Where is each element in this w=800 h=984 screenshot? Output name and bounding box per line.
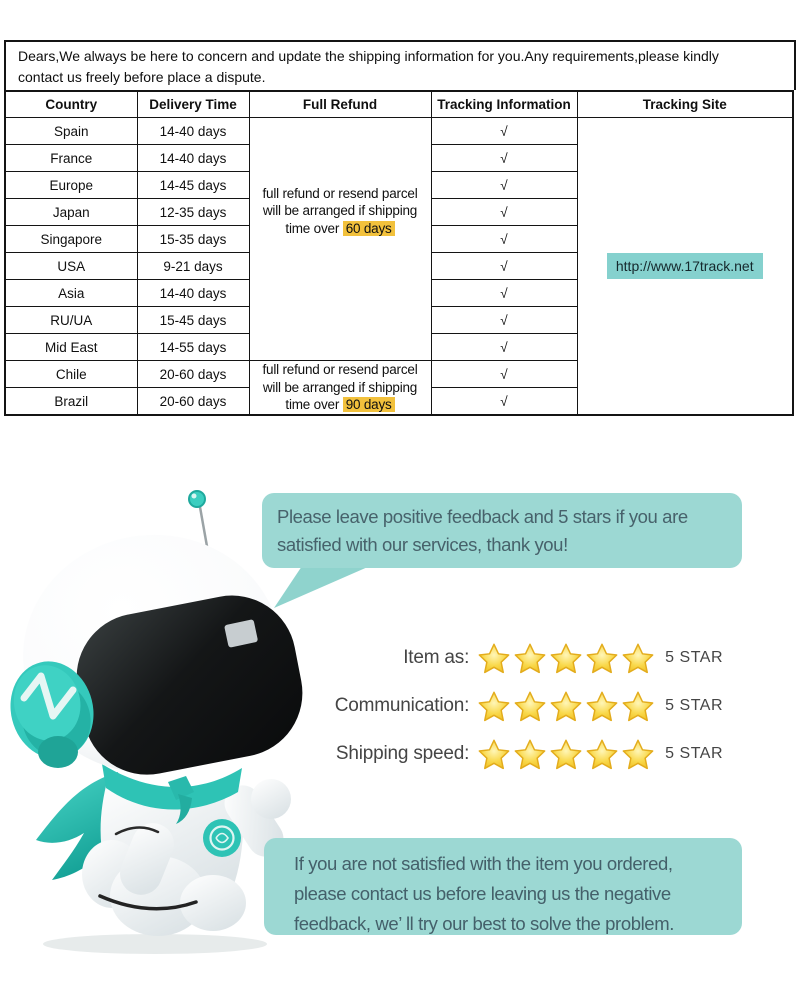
country-cell: Chile xyxy=(5,361,137,388)
delivery-cell: 14-40 days xyxy=(137,145,249,172)
delivery-cell: 20-60 days xyxy=(137,361,249,388)
col-header-tracking-information: Tracking Information xyxy=(431,91,577,118)
rating-value: 5 STAR xyxy=(665,649,723,666)
refund-line2: will be arranged if shipping xyxy=(262,203,418,219)
rating-label: Item as: xyxy=(403,647,470,668)
tracking-check: √ xyxy=(431,118,577,145)
star-icon xyxy=(621,642,655,675)
country-cell: Mid East xyxy=(5,334,137,361)
dispute-line2: please contact us before leaving us the negative xyxy=(294,883,671,904)
star-icon xyxy=(477,642,511,675)
tracking-site-cell xyxy=(577,118,793,416)
tracking-check: √ xyxy=(431,145,577,172)
shipping-notice-line1: Dears,We always be here to concern and update the shipping information for you.Any requirements,please kindly xyxy=(18,48,719,64)
dispute-note-box xyxy=(264,838,742,935)
shipping-table xyxy=(4,90,794,416)
refund-line1: full refund or resend parcel xyxy=(262,185,418,201)
tracking-check: √ xyxy=(431,334,577,361)
speech-bubble-tail xyxy=(262,564,392,612)
dispute-line3: feedback, we’ ll try our best to solve the problem. xyxy=(294,913,674,934)
star-icon xyxy=(549,738,583,771)
col-header-delivery-time: Delivery Time xyxy=(137,91,249,118)
table-row xyxy=(5,118,793,145)
star-rating xyxy=(476,738,656,771)
refund-policy-cell-90 xyxy=(249,361,431,416)
rating-label: Shipping speed: xyxy=(335,743,470,764)
tracking-check: √ xyxy=(431,172,577,199)
star-icon xyxy=(585,642,619,675)
rating-row-communication xyxy=(335,689,723,723)
tracking-site-link[interactable]: http://www.17track.net xyxy=(607,253,763,279)
country-cell: Singapore xyxy=(5,226,137,253)
tracking-check: √ xyxy=(431,388,577,416)
star-rating xyxy=(476,642,656,675)
country-cell: France xyxy=(5,145,137,172)
tracking-check: √ xyxy=(431,199,577,226)
highlight-60-days: 60 days xyxy=(343,221,395,236)
tracking-check: √ xyxy=(431,253,577,280)
star-icon xyxy=(621,738,655,771)
country-cell: Europe xyxy=(5,172,137,199)
tracking-check: √ xyxy=(431,307,577,334)
shipping-notice xyxy=(4,40,796,90)
rating-value: 5 STAR xyxy=(665,697,723,714)
col-header-tracking-site: Tracking Site xyxy=(577,91,793,118)
feedback-speech-bubble xyxy=(262,493,742,568)
star-icon xyxy=(477,690,511,723)
delivery-cell: 14-40 days xyxy=(137,280,249,307)
mascot-shadow xyxy=(43,934,267,954)
country-cell: Japan xyxy=(5,199,137,226)
bubble-line1: Please leave positive feedback and 5 stars if you are xyxy=(277,506,688,527)
country-cell: RU/UA xyxy=(5,307,137,334)
col-header-full-refund: Full Refund xyxy=(249,91,431,118)
star-icon xyxy=(549,690,583,723)
delivery-cell: 15-45 days xyxy=(137,307,249,334)
highlight-90-days: 90 days xyxy=(343,397,395,412)
country-cell: Spain xyxy=(5,118,137,145)
refund-line2: will be arranged if shipping xyxy=(262,379,418,395)
refund-line3: time over 90 days xyxy=(250,396,431,414)
refund-line1: full refund or resend parcel xyxy=(262,362,418,378)
delivery-cell: 20-60 days xyxy=(137,388,249,416)
delivery-cell: 14-40 days xyxy=(137,118,249,145)
star-icon xyxy=(585,738,619,771)
delivery-cell: 14-45 days xyxy=(137,172,249,199)
tracking-check: √ xyxy=(431,280,577,307)
refund-policy-cell-60 xyxy=(249,118,431,361)
country-cell: Asia xyxy=(5,280,137,307)
star-icon xyxy=(549,642,583,675)
table-header-row xyxy=(5,91,793,118)
bubble-line2: satisfied with our services, thank you! xyxy=(277,534,568,555)
star-icon xyxy=(585,690,619,723)
star-icon xyxy=(513,642,547,675)
rating-value: 5 STAR xyxy=(665,745,723,762)
star-icon xyxy=(477,738,511,771)
star-icon xyxy=(513,738,547,771)
star-icon xyxy=(621,690,655,723)
star-rating xyxy=(476,690,656,723)
tracking-check: √ xyxy=(431,361,577,388)
dispute-line1: If you are not satisfied with the item you ordered, xyxy=(294,853,673,874)
delivery-cell: 12-35 days xyxy=(137,199,249,226)
shipping-notice-line2: contact us freely before place a dispute. xyxy=(18,69,266,85)
country-cell: Brazil xyxy=(5,388,137,416)
mascot-chest-badge xyxy=(203,819,241,857)
rating-label: Communication: xyxy=(334,695,470,716)
delivery-cell: 14-55 days xyxy=(137,334,249,361)
tracking-check: √ xyxy=(431,226,577,253)
rating-row-item-as xyxy=(403,641,723,675)
col-header-country: Country xyxy=(5,91,137,118)
refund-line3: time over 60 days xyxy=(250,220,431,238)
star-icon xyxy=(513,690,547,723)
country-cell: USA xyxy=(5,253,137,280)
rating-row-shipping-speed xyxy=(336,737,723,771)
delivery-cell: 15-35 days xyxy=(137,226,249,253)
delivery-cell: 9-21 days xyxy=(137,253,249,280)
